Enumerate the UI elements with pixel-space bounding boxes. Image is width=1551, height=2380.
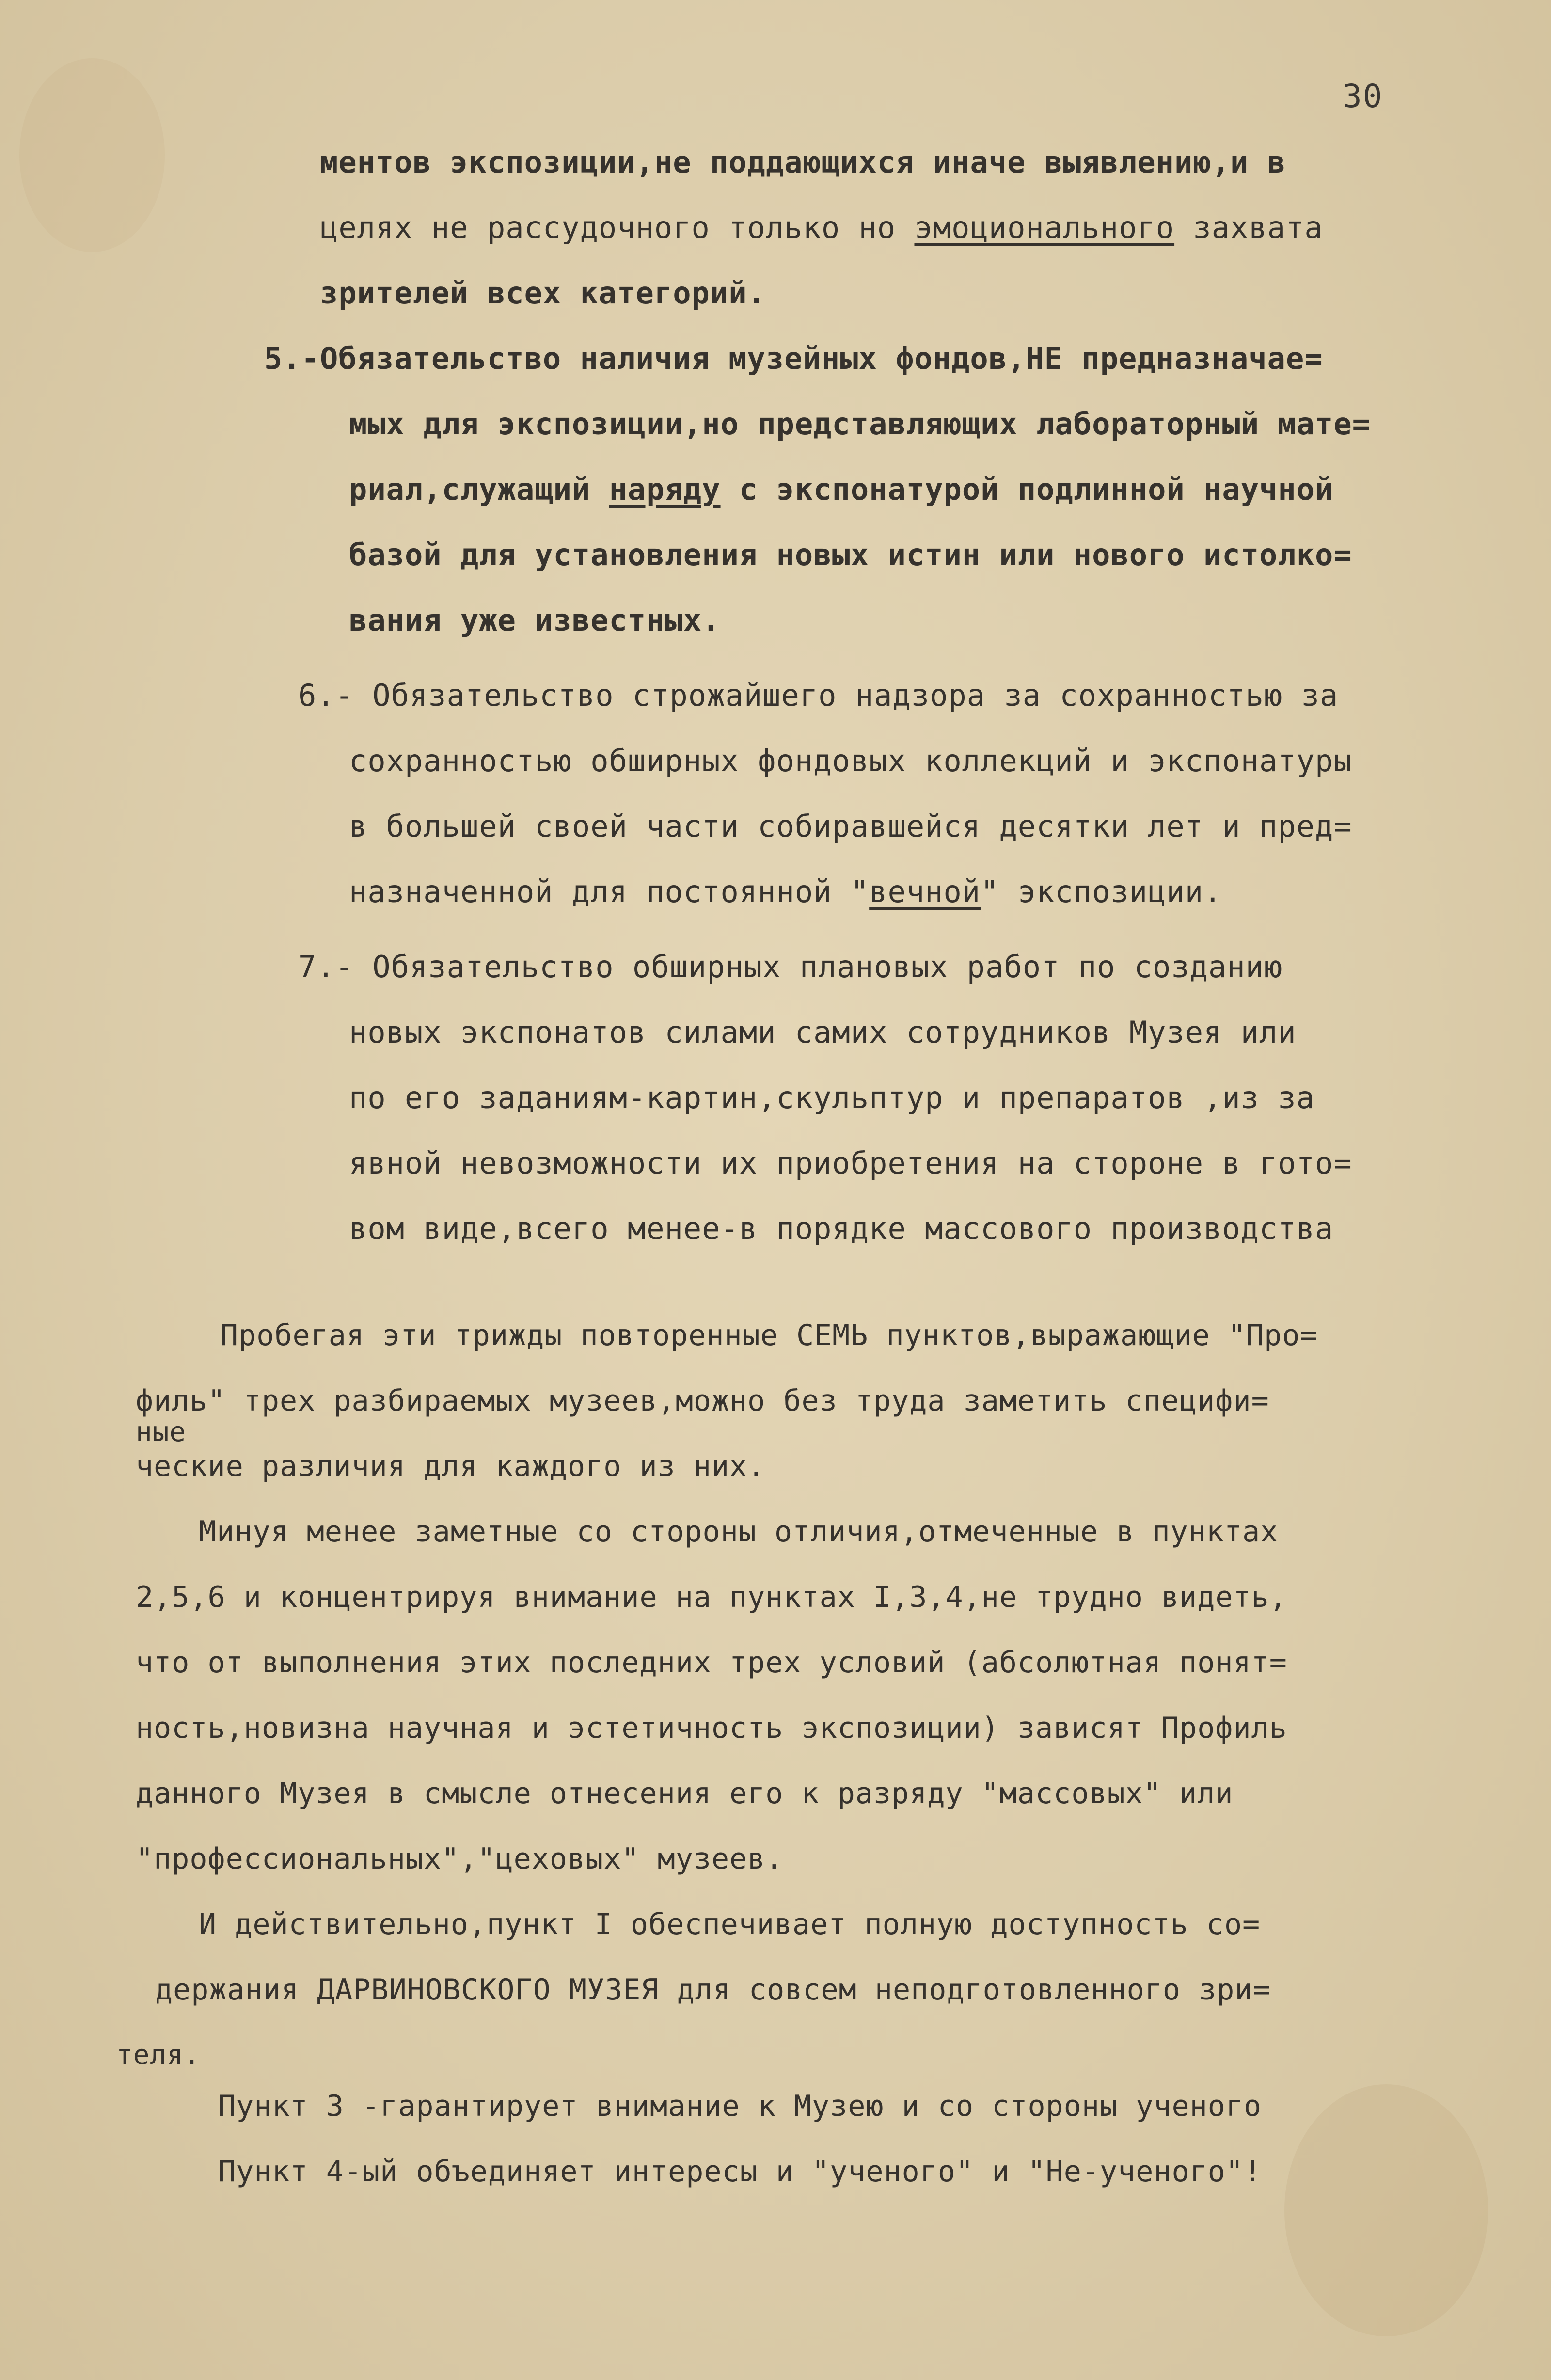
text-line — [349, 1013, 1297, 1052]
text-line — [136, 1774, 1234, 1813]
text-segment: зрителей всех категорий. — [320, 275, 766, 311]
text-line — [199, 1905, 1260, 1944]
text-segment: вом виде,всего менее-в порядке массового производства — [349, 1211, 1334, 1246]
text-line — [320, 274, 766, 313]
text-segment: 2,5,6 и концентрируя внимание на пунктах I,3,4,не трудно видеть, — [136, 1580, 1287, 1614]
text-segment: И действительно,пункт I обеспечивает полную доступность со= — [199, 1907, 1261, 1941]
text-line — [136, 1381, 1269, 1420]
underlined-word: наряду — [609, 472, 721, 507]
text-segment: 5.-Обязательство наличия музейных фондов,НЕ предназначае= — [264, 341, 1323, 376]
paper-stain — [1284, 2084, 1488, 2336]
text-line — [349, 470, 1333, 509]
text-line — [218, 2087, 1262, 2126]
text-line — [349, 1209, 1333, 1248]
text-line — [349, 873, 1222, 911]
text-segment: в большей своей части собиравшейся десятки лет и пред= — [349, 809, 1352, 844]
text-line — [320, 208, 1323, 247]
underlined-word: эмоционального — [914, 210, 1175, 245]
text-segment: вания уже известных. — [349, 603, 721, 638]
text-line — [136, 1643, 1287, 1682]
text-line — [136, 1447, 765, 1486]
underlined-word: вечной — [869, 874, 981, 909]
text-line — [199, 1512, 1278, 1551]
text-line — [349, 807, 1352, 846]
text-line — [136, 1709, 1287, 1747]
text-line — [349, 1144, 1352, 1183]
text-segment: ные — [136, 1416, 187, 1448]
text-segment: ментов экспозиции,не поддающихся иначе выявлению,и в — [320, 144, 1286, 180]
text-line — [218, 2152, 1262, 2191]
text-segment: держания ДАРВИНОВСКОГО МУЗЕЯ для совсем неподготовленного зри= — [155, 1973, 1271, 2007]
text-segment: Минуя менее заметные со стороны отличия,отмеченные в пунктах — [199, 1515, 1279, 1549]
text-segment: Пункт 3 -гарантирует внимание к Музею и со стороны ученого — [218, 2089, 1262, 2123]
paper-stain — [19, 58, 165, 252]
text-segment: целях не рассудочного только но — [320, 210, 915, 245]
text-segment: риал,служащий — [349, 472, 609, 507]
text-line — [155, 1970, 1271, 2009]
text-line — [349, 1079, 1315, 1117]
text-line — [221, 1316, 1318, 1355]
text-segment: 7.- Обязательство обширных плановых работ по созданию — [298, 949, 1283, 984]
text-line — [349, 601, 721, 640]
text-line — [349, 405, 1371, 444]
text-segment: данного Музея в смысле отнесения его к разряду "массовых" или — [136, 1777, 1234, 1810]
text-segment: Пробегая эти трижды повторенные СЕМЬ пунктов,выражающие "Про= — [221, 1318, 1318, 1352]
text-line — [349, 536, 1352, 574]
text-segment: ность,новизна научная и эстетичность экспозиции) зависят Профиль — [136, 1711, 1287, 1745]
text-line — [320, 143, 1286, 182]
text-line — [264, 339, 1323, 378]
text-segment: " экспозиции. — [981, 874, 1222, 909]
text-segment: явной невозможности их приобретения на стороне в гото= — [349, 1145, 1352, 1181]
text-segment: захвата — [1174, 210, 1323, 245]
text-segment: 6.- Обязательство строжайшего надзора за сохранностью за — [298, 678, 1339, 713]
page-number: 30 — [1343, 78, 1383, 115]
text-segment: "профессиональных","цеховых" музеев. — [136, 1842, 784, 1876]
text-line — [136, 1840, 783, 1878]
text-segment: Пункт 4-ый объединяет интересы и "ученого" и "Не-ученого"! — [218, 2155, 1262, 2189]
text-segment: базой для установления новых истин или нового истолко= — [349, 537, 1352, 572]
text-segment: что от выполнения этих последних трех условий (абсолютная понят= — [136, 1646, 1287, 1680]
text-line — [298, 676, 1338, 715]
text-line — [136, 1413, 186, 1452]
text-segment: мых для экспозиции,но представляющих лабораторный мате= — [349, 406, 1371, 442]
text-segment: ческие различия для каждого из них. — [136, 1449, 766, 1483]
text-segment: филь" трех разбираемых музеев,можно без труда заметить специфи= — [136, 1384, 1269, 1418]
text-line — [116, 2036, 201, 2075]
text-segment: теля. — [116, 2039, 201, 2071]
text-segment: с экспонатурой подлинной научной — [720, 472, 1334, 507]
text-segment: новых экспонатов силами самих сотрудников Музея или — [349, 1015, 1297, 1050]
text-line — [136, 1578, 1287, 1617]
text-line — [349, 742, 1352, 780]
text-segment: сохранностью обширных фондовых коллекций и экспонатуры — [349, 743, 1352, 778]
text-segment: по его заданиям-картин,скульптур и препаратов ,из за — [349, 1080, 1315, 1115]
text-segment: назначенной для постоянной " — [349, 874, 870, 909]
text-line — [298, 948, 1282, 986]
